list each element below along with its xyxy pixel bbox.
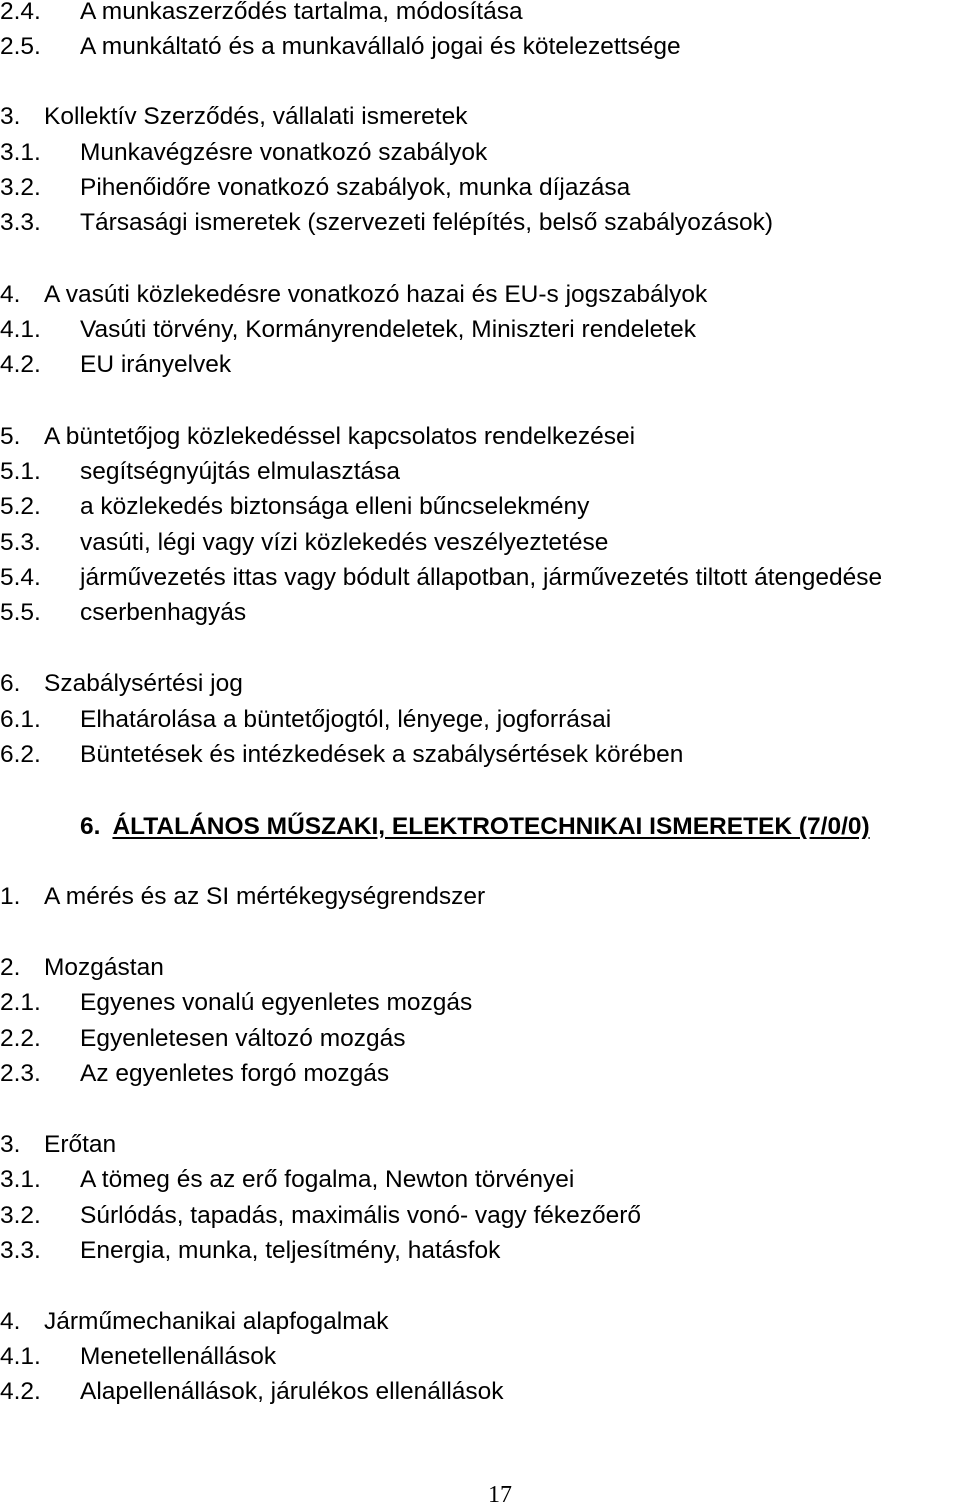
item-text: A vasúti közlekedésre vonatkozó hazai és EU-s jogszabályok [44, 281, 708, 308]
item-text: segítségnyújtás elmulasztása [80, 458, 401, 485]
item-number: 2.5. [0, 33, 41, 60]
item-text: Pihenőidőre vonatkozó szabályok, munka díjazása [80, 174, 631, 201]
item-text: Kollektív Szerződés, vállalati ismeretek [44, 103, 468, 130]
item-text: Vasúti törvény, Kormányrendeletek, Miniszteri rendeletek [80, 316, 696, 343]
item-number: 4.1. [0, 316, 41, 343]
item-number: 3.3. [0, 209, 41, 236]
item-number: 3. [0, 103, 21, 130]
item-number: 3. [0, 1131, 21, 1158]
item-number: 5.4. [0, 564, 41, 591]
item-text: Járműmechanikai alapfogalmak [44, 1308, 389, 1335]
item-number: 3.3. [0, 1237, 41, 1264]
item-number: 2.2. [0, 1025, 41, 1052]
page-number: 17 [488, 1482, 512, 1508]
item-number: 3.1. [0, 1166, 41, 1193]
item-text: Erőtan [44, 1131, 117, 1158]
item-number: 3.2. [0, 1202, 41, 1229]
item-number: 3.1. [0, 139, 41, 166]
item-text: A mérés és az SI mértékegységrendszer [44, 883, 486, 910]
item-text: Szabálysértési jog [44, 670, 243, 697]
item-number: 1. [0, 883, 21, 910]
item-number: 2.4. [0, 0, 41, 25]
item-text: Társasági ismeretek (szervezeti felépítés, belső szabályozások) [80, 209, 774, 236]
item-number: 4.2. [0, 351, 41, 378]
heading-number: 6. [80, 813, 101, 840]
item-text: Munkavégzésre vonatkozó szabályok [80, 139, 488, 166]
item-number: 5.5. [0, 599, 41, 626]
item-text: Menetellenállások [80, 1343, 277, 1370]
item-text: Elhatárolása a büntetőjogtól, lényege, jogforrásai [80, 706, 612, 733]
item-number: 2.1. [0, 989, 41, 1016]
item-number: 2. [0, 954, 21, 981]
heading-text: ÁLTALÁNOS MŰSZAKI, ELEKTROTECHNIKAI ISMERETEK (7/0/0) [112, 813, 870, 840]
item-text: Az egyenletes forgó mozgás [80, 1060, 390, 1087]
item-text: cserbenhagyás [80, 599, 247, 626]
item-text: a közlekedés biztonsága elleni bűncselekmény [80, 493, 590, 520]
item-number: 6. [0, 670, 21, 697]
item-text: A tömeg és az erő fogalma, Newton törvényei [80, 1166, 575, 1193]
item-text: Egyenletesen változó mozgás [80, 1025, 406, 1052]
item-number: 5.2. [0, 493, 41, 520]
item-text: EU irányelvek [80, 351, 232, 378]
item-number: 5.1. [0, 458, 41, 485]
item-number: 4.1. [0, 1343, 41, 1370]
item-number: 4. [0, 281, 21, 308]
item-text: Súrlódás, tapadás, maximális vonó- vagy fékezőerő [80, 1202, 642, 1229]
item-number: 3.2. [0, 174, 41, 201]
item-number: 2.3. [0, 1060, 41, 1087]
item-text: A munkáltató és a munkavállaló jogai és kötelezettsége [80, 33, 681, 60]
item-text: Energia, munka, teljesítmény, hatásfok [80, 1237, 501, 1264]
item-number: 4.2. [0, 1378, 41, 1405]
item-text: Mozgástan [44, 954, 164, 981]
item-text: Egyenes vonalú egyenletes mozgás [80, 989, 473, 1016]
item-text: Büntetések és intézkedések a szabálysértések körében [80, 741, 684, 768]
item-text: A büntetőjog közlekedéssel kapcsolatos rendelkezései [44, 423, 636, 450]
item-number: 5. [0, 423, 21, 450]
item-number: 4. [0, 1308, 21, 1335]
item-text: Alapellenállások, járulékos ellenállások [80, 1378, 504, 1405]
item-text: A munkaszerződés tartalma, módosítása [80, 0, 523, 25]
item-number: 5.3. [0, 529, 41, 556]
section-heading [80, 812, 870, 842]
item-text: járművezetés ittas vagy bódult állapotban, járművezetés tiltott átengedése [80, 564, 883, 591]
item-number: 6.2. [0, 741, 41, 768]
item-text: vasúti, légi vagy vízi közlekedés veszélyeztetése [80, 529, 609, 556]
item-number: 6.1. [0, 706, 41, 733]
